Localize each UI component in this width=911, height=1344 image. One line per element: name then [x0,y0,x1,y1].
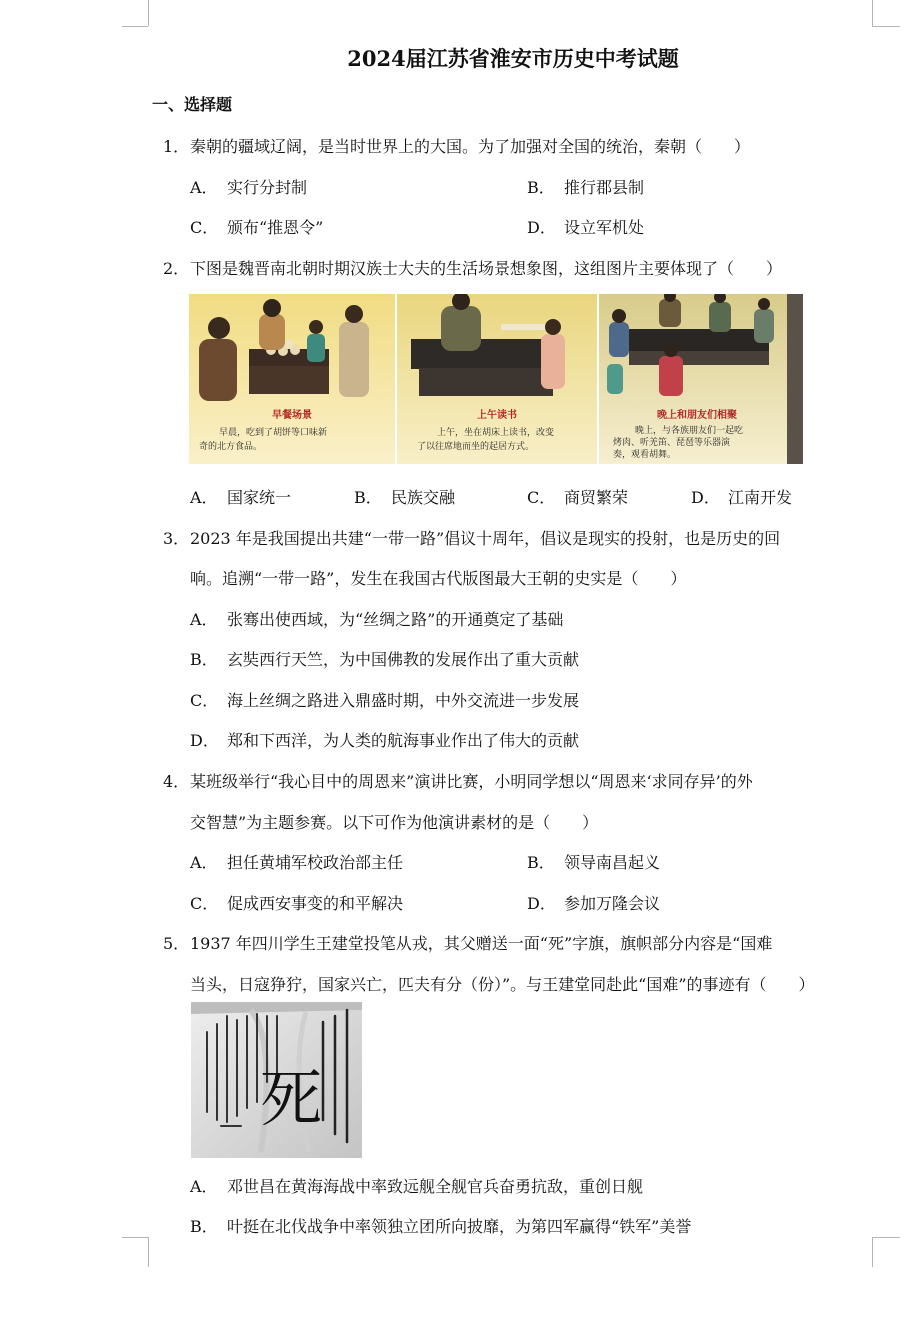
option-letter[interactable]: A． [190,853,218,872]
option-text[interactable]: 推行郡县制 [564,178,645,197]
question-text: 1937 年四川学生王建堂投笔从戎，其父赠送一面“死”字旗，旗帜部分内容是“国难 [190,934,773,953]
crop-mark [148,1237,149,1267]
option-letter[interactable]: C． [527,488,556,507]
option-letter[interactable]: B． [190,1217,218,1236]
question-number: 5． [163,934,190,953]
panel-caption: 早餐场景 [272,410,312,421]
option-letter[interactable]: C． [190,894,219,913]
crop-mark [122,1237,148,1238]
crop-mark [148,0,149,26]
option-letter[interactable]: C． [190,218,219,237]
crop-mark [872,1237,900,1238]
option-letter[interactable]: D． [190,731,219,750]
crop-mark [872,26,900,27]
question-text: 响。追溯“一带一路”，发生在我国古代版图最大王朝的史实是（ ） [190,569,687,588]
page-title: 2024届江苏省淮安市历史中考试题 [347,46,679,71]
crop-mark [872,0,873,26]
panel-caption: 上午读书 [477,410,517,421]
section-heading: 一、选择题 [152,95,233,114]
option-text[interactable]: 海上丝绸之路进入鼎盛时期，中外交流进一步发展 [227,691,580,710]
option-text[interactable]: 郑和下西洋，为人类的航海事业作出了伟大的贡献 [227,731,580,750]
question-number: 3． [163,529,190,548]
question-text: 下图是魏晋南北朝时期汉族士大夫的生活场景想象图，这组图片主要体现了（ ） [190,259,783,278]
question-text: 秦朝的疆域辽阔，是当时世界上的大国。为了加强对全国的统治，秦朝（ ） [190,137,751,156]
question-number: 1． [163,137,190,156]
option-text[interactable]: 商贸繁荣 [564,488,629,507]
option-letter[interactable]: B． [190,650,218,669]
wei-jin-life-scene-illustration [189,294,803,464]
option-letter[interactable]: C． [190,691,219,710]
option-letter[interactable]: A． [190,610,218,629]
question-number: 4． [163,772,190,791]
option-text[interactable]: 玄奘西行天竺，为中国佛教的发展作出了重大贡献 [227,650,580,669]
panel-text: 了以往席地而坐的起居方式。 [417,442,535,452]
panel-text: 烤肉、听羌笛、琵琶等乐器演 [613,438,731,448]
question-number: 2． [163,259,190,278]
option-text[interactable]: 民族交融 [391,488,456,507]
option-letter[interactable]: B． [527,178,555,197]
crop-mark [872,1237,873,1267]
crop-mark [122,26,148,27]
question-text: 当头，日寇狰狞，国家兴亡，匹夫有分（份）”。与王建堂同赴此“国难”的事迹有（ ） [190,975,815,994]
option-text[interactable]: 国家统一 [227,488,292,507]
option-text[interactable]: 参加万隆会议 [564,894,661,913]
option-text[interactable]: 领导南昌起义 [564,853,661,872]
option-text[interactable]: 实行分封制 [227,178,308,197]
question-text: 2023 年是我国提出共建“一带一路”倡议十周年，倡议是现实的投射，也是历史的回 [190,529,781,548]
panel-text: 奇的北方食品。 [199,442,263,452]
panel-caption: 晚上和朋友们相聚 [657,410,737,421]
option-text[interactable]: 设立军机处 [564,218,645,237]
option-letter[interactable]: B． [527,853,555,872]
option-text[interactable]: 担任黄埔军校政治部主任 [227,853,404,872]
panel-text: 早晨，吃到了胡饼等口味新 [219,428,328,438]
panel-text: 上午，坐在胡床上读书，改变 [437,428,555,438]
question-text: 某班级举行“我心目中的周恩来”演讲比赛，小明同学想以“周恩来‘求同存异’的外 [190,772,753,791]
option-letter[interactable]: D． [691,488,720,507]
option-text[interactable]: 江南开发 [728,488,793,507]
panel-text: 奏，观看胡舞。 [613,450,677,460]
option-letter[interactable]: A． [190,178,218,197]
option-letter[interactable]: B． [354,488,382,507]
option-text[interactable]: 张骞出使西域，为“丝绸之路”的开通奠定了基础 [227,610,564,629]
option-text[interactable]: 促成西安事变的和平解决 [227,894,404,913]
question-text: 交智慧”为主题参赛。以下可作为他演讲素材的是（ ） [190,813,599,832]
option-text[interactable]: 颁布“推恩令” [227,218,324,237]
flag-character: 死 [259,1062,323,1135]
panel-text: 晚上，与各族朋友们一起吃 [635,426,744,436]
option-letter[interactable]: A． [190,1177,218,1196]
option-letter[interactable]: A． [190,488,218,507]
option-text[interactable]: 邓世昌在黄海海战中率致远舰全舰官兵奋勇抗敌，重创日舰 [227,1177,644,1196]
death-flag-photo [191,1002,362,1158]
option-text[interactable]: 叶挺在北伐战争中率领独立团所向披靡，为第四军赢得“铁军”美誉 [227,1217,692,1236]
option-letter[interactable]: D． [527,894,556,913]
option-letter[interactable]: D． [527,218,556,237]
